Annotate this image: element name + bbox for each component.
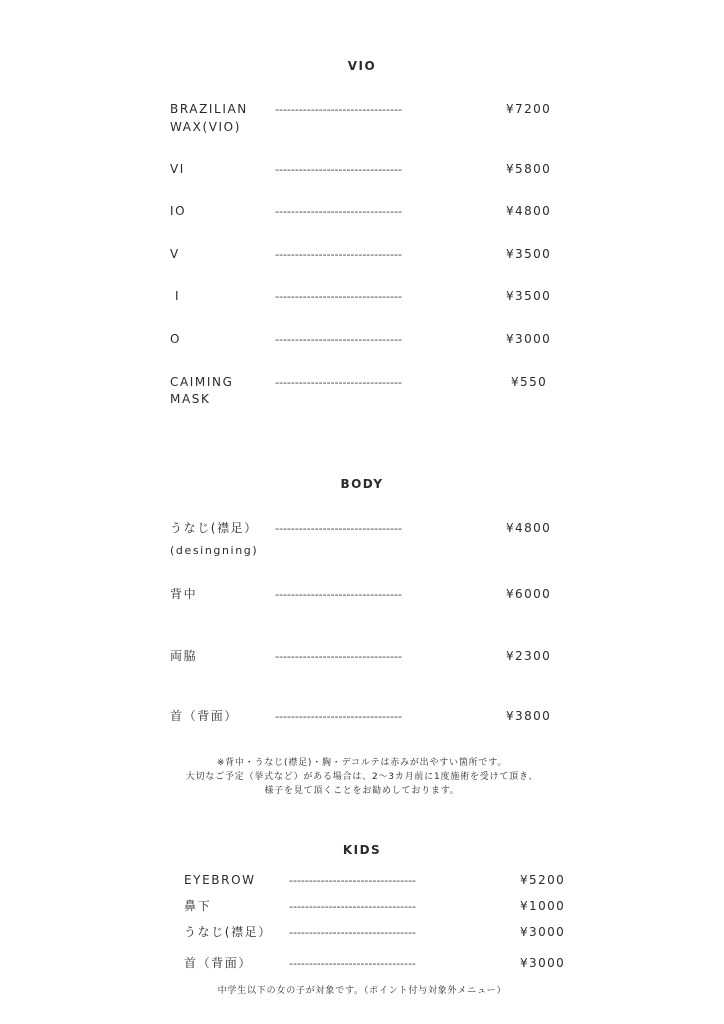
item-price: ¥7200 <box>506 102 552 116</box>
leader-dots: -------------------------------- <box>289 900 417 913</box>
leader-dots: -------------------------------- <box>275 248 403 261</box>
leader-dots: -------------------------------- <box>289 926 417 939</box>
item-name: EYEBROW <box>184 873 256 887</box>
item-price: ¥3000 <box>520 956 566 970</box>
leader-dots: -------------------------------- <box>275 588 403 601</box>
item-price: ¥3000 <box>520 925 566 939</box>
leader-dots: -------------------------------- <box>289 874 417 887</box>
item-price: ¥1000 <box>520 899 566 913</box>
note-line: 様子を見て頂くことをお勧めしております。 <box>264 786 460 796</box>
note-line: 大切なご予定（挙式など）がある場合は、2〜3カ月前に1度施術を受けて頂き、 <box>185 772 539 782</box>
leader-dots: -------------------------------- <box>275 163 403 176</box>
leader-dots: -------------------------------- <box>275 103 403 116</box>
item-name: BRAZILIAN <box>170 102 248 116</box>
kids-heading: KIDS <box>342 843 382 857</box>
item-price: ¥3800 <box>506 709 552 723</box>
item-price: ¥5200 <box>520 873 566 887</box>
leader-dots: -------------------------------- <box>275 205 403 218</box>
leader-dots: -------------------------------- <box>275 650 403 663</box>
item-name: VI <box>170 162 185 176</box>
item-name-line2: MASK <box>170 392 211 406</box>
item-price: ¥3000 <box>506 332 552 346</box>
item-price: ¥4800 <box>506 521 552 535</box>
kids-note: 中学生以下の女の子が対象です。（ポイント付与対象外メニュー） <box>217 986 507 996</box>
item-name: 背中 <box>170 587 198 601</box>
item-price: ¥3500 <box>506 289 552 303</box>
item-name: うなじ(襟足） <box>184 925 272 939</box>
leader-dots: -------------------------------- <box>275 290 403 303</box>
item-price: ¥2300 <box>506 649 552 663</box>
item-name: 首（背面） <box>170 709 239 723</box>
item-name: 両脇 <box>170 649 198 663</box>
note-line: ※背中・うなじ(襟足)・胸・デコルテは赤みが出やすい箇所です。 <box>216 758 508 768</box>
item-price: ¥5800 <box>506 162 552 176</box>
item-name: O <box>170 332 182 346</box>
item-price: ¥4800 <box>506 204 552 218</box>
item-name: IO <box>170 204 187 218</box>
item-price: ¥3500 <box>506 247 552 261</box>
leader-dots: -------------------------------- <box>289 957 417 970</box>
item-name: うなじ(襟足） <box>170 521 258 535</box>
vio-heading: VIO <box>347 59 377 73</box>
leader-dots: -------------------------------- <box>275 333 403 346</box>
leader-dots: -------------------------------- <box>275 522 403 535</box>
item-name: 鼻下 <box>184 899 212 913</box>
item-name-line2: (desingning) <box>170 544 259 557</box>
item-name: V <box>170 247 180 261</box>
leader-dots: -------------------------------- <box>275 376 403 389</box>
body-heading: BODY <box>340 477 384 491</box>
leader-dots: -------------------------------- <box>275 710 403 723</box>
item-name: CAIMING <box>170 375 234 389</box>
item-price: ¥550 <box>511 375 548 389</box>
item-name: I <box>175 289 181 303</box>
item-name: 首（背面） <box>184 956 253 970</box>
item-price: ¥6000 <box>506 587 552 601</box>
item-name-line2: WAX(VIO) <box>170 120 241 134</box>
